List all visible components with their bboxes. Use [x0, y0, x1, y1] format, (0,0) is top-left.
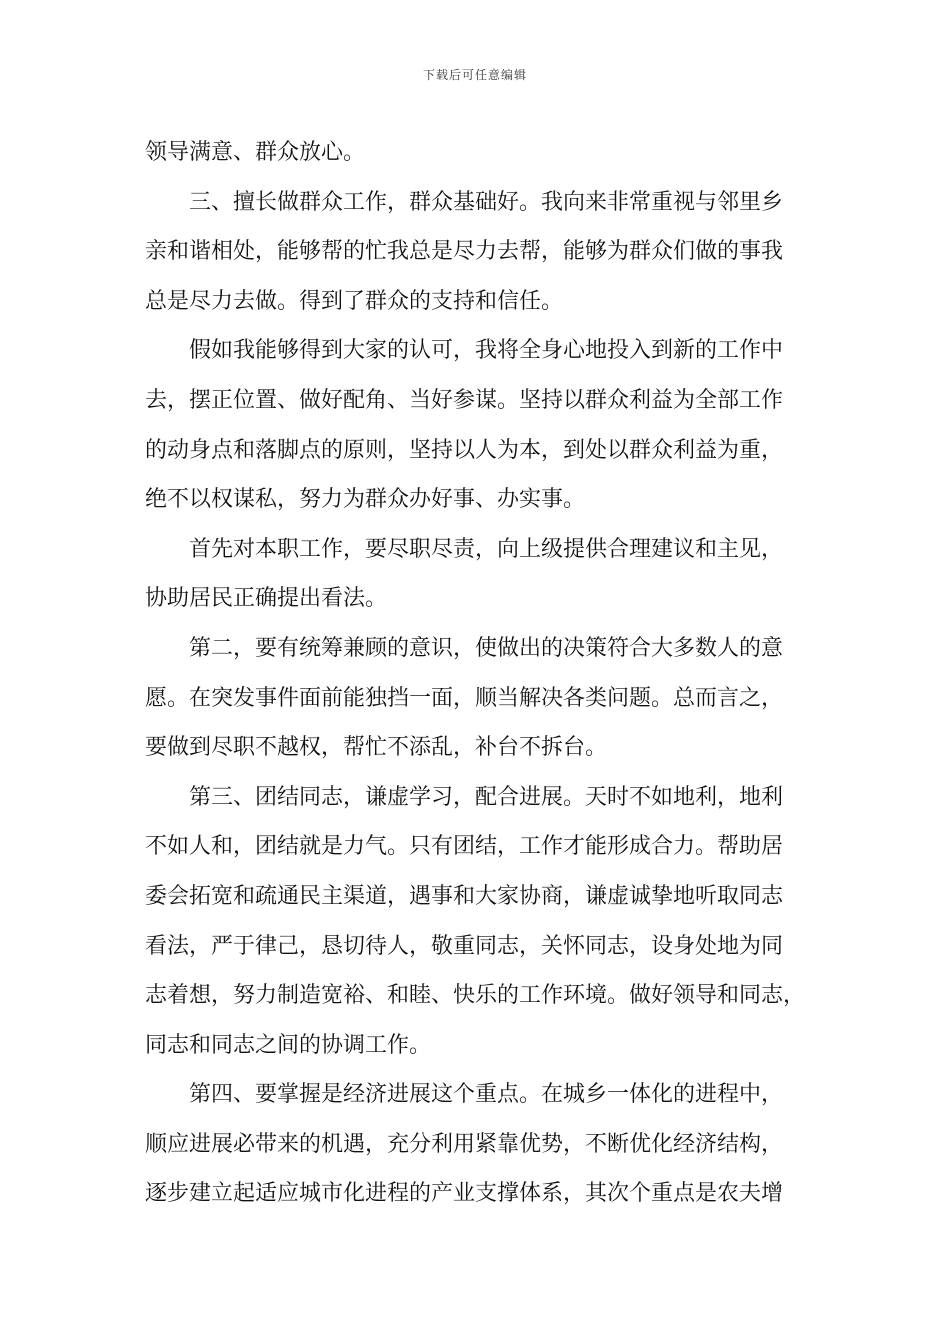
text-line: 去，摆正位置、做好配角、当好参谋。坚持以群众利益为全部工作 [145, 387, 784, 413]
text-line: 委会拓宽和疏通民主渠道，遇事和大家协商，谦虚诚挚地听取同志 [145, 883, 784, 909]
text-line: 第四、要掌握是经济进展这个重点。在城乡一体化的进程中， [189, 1082, 784, 1108]
text-line: 同志和同志之间的协调工作。 [145, 1032, 432, 1058]
text-line: 协助居民正确提出看法。 [145, 586, 388, 612]
text-line: 第二，要有统筹兼顾的意识，使做出的决策符合大多数人的意 [189, 635, 784, 661]
text-line: 不如人和，团结就是力气。只有团结，工作才能形成合力。帮助居 [145, 834, 784, 860]
text-line: 第三、团结同志，谦虚学习，配合进展。天时不如地利，地利 [189, 784, 784, 810]
text-line: 要做到尽职不越权，帮忙不添乱，补台不拆台。 [145, 735, 608, 761]
text-line: 首先对本职工作，要尽职尽责，向上级提供合理建议和主见， [189, 536, 784, 562]
text-line: 三、擅长做群众工作，群众基础好。我向来非常重视与邻里乡 [189, 189, 784, 215]
text-line: 绝不以权谋私，努力为群众办好事、办实事。 [145, 487, 586, 513]
text-line: 的动身点和落脚点的原则，坚持以人为本，到处以群众利益为重， [145, 437, 784, 463]
text-line: 愿。在突发事件面前能独挡一面，顺当解决各类问题。总而言之， [145, 685, 784, 711]
text-line: 顺应进展必带来的机遇，充分利用紧靠优势，不断优化经济结构， [145, 1131, 784, 1157]
text-line: 逐步建立起适应城市化进程的产业支撑体系，其次个重点是农夫增 [145, 1181, 784, 1207]
text-line: 总是尽力去做。得到了群众的支持和信任。 [145, 288, 564, 314]
text-line: 亲和谐相处，能够帮的忙我总是尽力去帮，能够为群众们做的事我 [145, 239, 784, 265]
text-line: 看法，严于律己，恳切待人，敬重同志，关怀同志，设身处地为同 [145, 933, 784, 959]
document-body [145, 128, 807, 1219]
text-line: 志着想，努力制造宽裕、和睦、快乐的工作环境。做好领导和同志， [145, 983, 806, 1009]
text-line: 假如我能够得到大家的认可，我将全身心地投入到新的工作中 [189, 338, 784, 364]
text-line: 领导满意、群众放心。 [145, 140, 366, 165]
page-header-note: 下载后可任意编辑 [422, 68, 527, 82]
